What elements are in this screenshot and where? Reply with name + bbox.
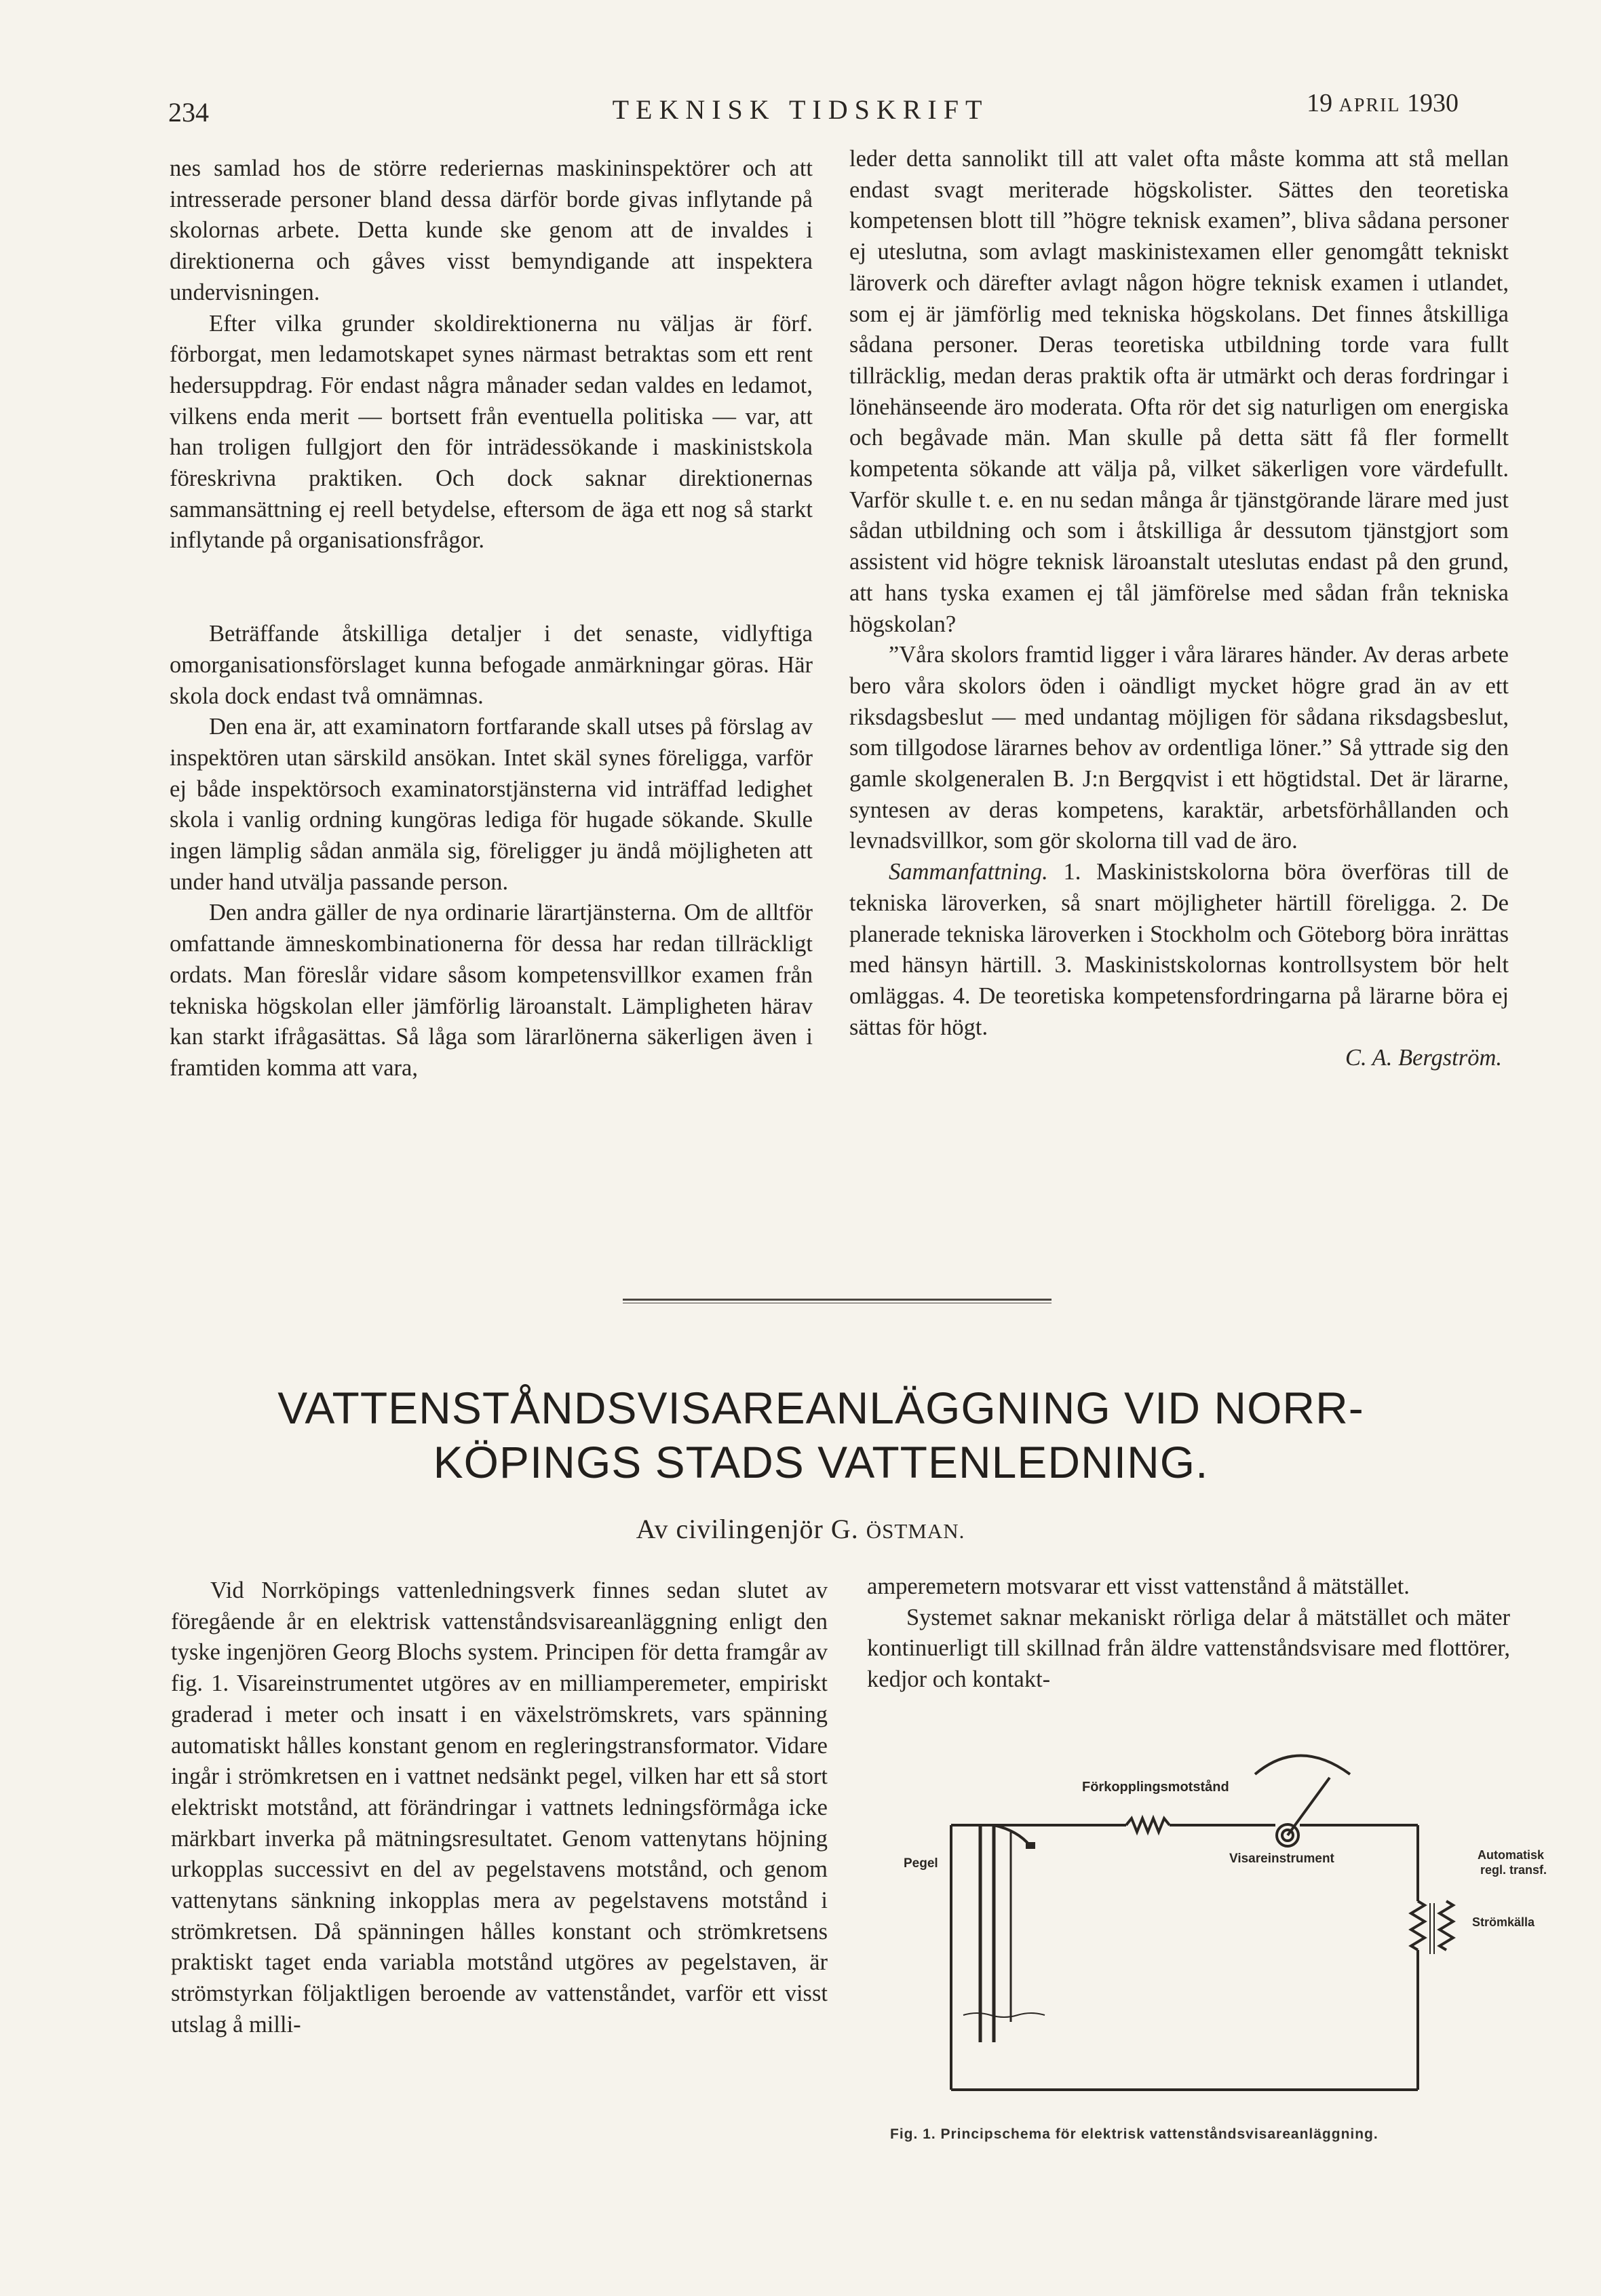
article-left-column [171,1575,828,2041]
byline-name: ÖSTMAN. [866,1519,965,1543]
regulating-transformer [1411,1901,1425,1950]
label-transformer-line1: Automatisk [1478,1848,1545,1862]
issue-day: 19 [1307,89,1333,117]
paragraph: Beträffande åtskilliga detaljer i det senaste, vidlyftiga omorganisationsförslaget kunna befogade anmärkningar göras. Här skola dock endast två omnämnas. [170,621,813,709]
paragraph: leder detta sannolikt till att valet ofta måste komma att stå mellan endast svagt meriterade högskolister. Sättes den teoretiska kompetensen blott till ”högre teknisk examen”, bliva sådana personer ej uteslutna, som avlagt maskinistexamen eller genomgått tekniskt läroverk och därefter avlagt någon högre teknisk examen i utlandet, som ej är jämförlig med tekniska högskolans. Det finnes åtskilliga sådana personer. Deras teoretiska utbildning torde vara fullt tillräcklig, medan deras praktik ofta är utmärkt och deras fordringar i lönehänseende äro moderata. Ofta rör det sig naturligen om energiska och begåvade män. Man skulle på detta sätt få fler formellt kompetenta sökande att välja på, vilket säkerligen vore värdefullt. Varför skulle t. e. en nu sedan många år tjänstgörande lärare med just sådan utbildning och som i åtskilliga år dessutom tjänstgjort som assistent vid högre teknisk läroanstalt uteslutas endast på den grund, att hans tyska examen ej tål jämförelse med sådan från tekniska högskolan? [849,146,1509,637]
label-instrument: Visareinstrument [1229,1852,1334,1866]
issue-month: APRIL [1338,95,1401,116]
issue-year: 1930 [1407,89,1459,117]
figure-caption: Fig. 1. Principschema för elektrisk vattenståndsvisareanläggning. [890,2126,1378,2142]
paragraph: amperemetern motsvarar ett visst vattenstånd å mätstället. [867,1573,1410,1599]
paragraph: Vid Norrköpings vattenledningsverk finnes sedan slutet av föregående år en elektrisk vattenståndsvisareanläggning enligt den tyske ingenjören Georg Blochs system. Principen för detta framgår av fig. 1. Visareinstrumentet utgöres av en milliamperemeter, empiriskt graderad i meter och insatt i en växelströmskrets, vars spänning automatiskt hålles konstant genom en regleringstransformator. Vidare ingår i strömkretsen en i vattnet nedsänkt pegel, vilken har ett så stort elektriskt motstånd, att förändringar i vattnets ledningsförmåga icke märkbart inverka på mätningsresultatet. Genom vattenytans höjning urkopplas successivt en del av pegelstavens motstånd, och genom vattenytans sänkning inkopplas mera av pegelstavens motstånd i strömkretsen. Då spänningen hålles konstant och strömkretsens praktiskt taget enda variabla motstånd utgöres av pegelstaven, är strömstyrkan följaktligen beroende av vattenståndet, varför ett visst utslag å milli- [171,1577,828,2037]
paragraph: Efter vilka grunder skoldirektionerna nu väljas är förf. förborgat, men ledamotskapet synes närmast betraktas som ett rent hedersuppdrag. För endast några månader sedan valdes en ledamot, vilkens enda merit — bortsett från eventuella politiska — var, att han troligen fullgjort den för inträdessökande i maskinistskola föreskrivna praktiken. Och dock saknar direktionernas sammansättning ej reell betydelse, eftersom de äga ett nog så starkt inflytande på organisationsfrågor. [170,310,813,554]
article-title-line: KÖPINGS STADS VATTENLEDNING. [433,1437,1209,1487]
summary-paragraph [849,857,1509,1043]
journal-title: TEKNISK TIDSKRIFT [612,94,989,125]
running-header [0,88,1601,129]
byline-prefix: Av civilingenjör G. [636,1514,866,1544]
pegel-clamp [1026,1842,1035,1849]
label-pegel: Pegel [904,1856,938,1871]
section-divider [623,1299,1052,1301]
paragraph: Den andra gäller de nya ordinarie lärartjänsterna. Om de alltför omfattande ämneskombinationerna för dessa har redan tillräckligt ordats. Man föreslår vidare såsom kompetensvillkor examen från tekniska högskolan eller jämförlig läroanstalt. Lämpligheten härav kan starkt ifrågasättas. Så låga som lärarlönerna säkerligen även i framtiden komma att vara, [170,900,813,1081]
article-title [204,1381,1438,1489]
summary-label: Sammanfattning. [889,859,1048,885]
issue-date [1307,88,1459,118]
paragraph: Den ena är, att examinatorn fortfarande skall utses på förslag av inspektören utan särskild ansökan. Intet skäl synes föreligga, varför ej både inspektörsoch examinatorstjänsterna vid inträffad ledighet skola i vanlig ordning kungöras lediga för hugade sökande. Skulle ingen lämplig sådan anmäla sig, föreligger ju ändå möjligheten att under hand utvälja passande person. [170,714,813,895]
article-title-line: VATTENSTÅNDSVISAREANLÄGGNING VID NORR- [277,1383,1364,1433]
instrument-scale-arc [1255,1756,1350,1775]
paragraph: ”Våra skolors framtid ligger i våra lärares händer. Av deras arbete bero våra skolors öden i oändligt mycket högre grad än av ett riksdagsbeslut — med undantag möjligen för sådana riksdagsbeslut, som tillgodose lärarnes behov av ordentliga löner.” Så yttrade sig den gamle skolgeneralen B. J:n Bergqvist i ett högtidstal. Det är lärarne, syntesen av deras kompetens, karaktär, arbetsförhållanden och levnadsvillkor, som gör skolorna till vad de äro. [849,642,1509,854]
label-power-source: Strömkälla [1472,1915,1535,1929]
article-byline [0,1513,1601,1545]
prev-article-right-column [849,144,1509,1074]
prev-article-left-column [170,153,813,1084]
water-surface [963,2013,1045,2017]
author-signature: C. A. Bergström. [1345,1045,1502,1071]
paragraph: Systemet saknar mekaniskt rörliga delar å mätstället och mäter kontinuerligt till skillnad från äldre vattenståndsvisare med flottörer, kedjor och kontakt- [867,1604,1510,1693]
page-number: 234 [168,97,209,128]
circuit-diagram [875,1723,1560,2144]
summary-text: 1. Maskinistskolorna böra överföras till de tekniska läroverken, så snart möjligheter härtill föreligga. 2. De planerade tekniska läroverken i Stockholm och Göteborg böra inrättas med hänsyn härtill. 3. Maskinistskolornas kontrollsystem bör helt omläggas. 4. De teoretiska kompetensfordringarna på lärarne böra ej sättas för högt. [849,859,1509,1040]
paragraph: nes samlad hos de större rederiernas maskininspektörer och att intresserade personer bland dessa därför borde givas inflytande på skolornas arbete. Detta kunde ske genom att de invaldes i direktionerna och gåves visst bemyndigande att inspektera undervisningen. [170,155,813,305]
power-source-coil [1440,1901,1453,1950]
label-transformer-line2: regl. transf. [1480,1863,1547,1877]
article-right-column [867,1571,1510,1696]
series-resistor [1126,1818,1170,1832]
label-series-resistor: Förkopplingsmotstånd [1082,1780,1229,1795]
